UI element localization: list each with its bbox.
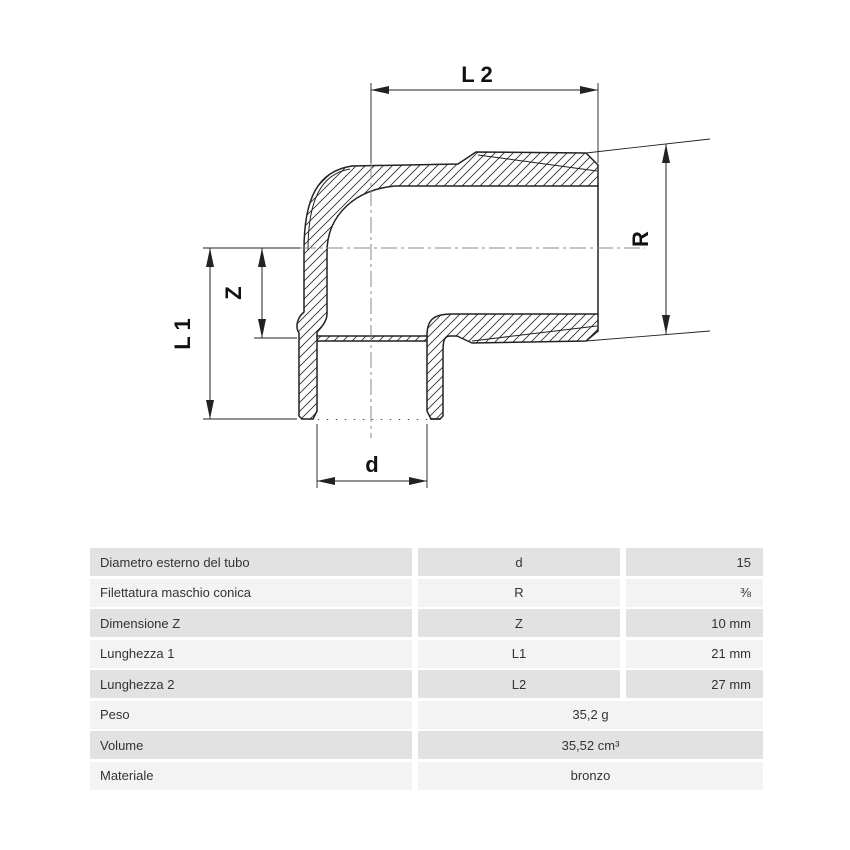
table-row xyxy=(90,640,763,668)
table-row xyxy=(90,731,763,759)
dimension-r xyxy=(586,139,710,341)
spec-label: Filettatura maschio conica xyxy=(90,579,412,607)
dimension-label-d: d xyxy=(365,452,379,477)
spec-value: ⅜ xyxy=(626,579,763,607)
spec-label: Lunghezza 2 xyxy=(90,670,412,698)
dimension-label-l2: L 2 xyxy=(461,62,493,87)
spec-value: 35,52 cm³ xyxy=(418,731,763,759)
dimension-l1 xyxy=(170,248,297,419)
spec-value: bronzo xyxy=(418,762,763,790)
table-row xyxy=(90,609,763,637)
spec-label: Diametro esterno del tubo xyxy=(90,548,412,576)
table-row xyxy=(90,548,763,576)
table-row xyxy=(90,701,763,729)
dimension-label-r: R xyxy=(628,231,653,247)
spec-label: Peso xyxy=(90,701,412,729)
spec-symbol: L1 xyxy=(418,640,620,668)
spec-value: 15 xyxy=(626,548,763,576)
table-row xyxy=(90,579,763,607)
table-row xyxy=(90,670,763,698)
dimension-l2 xyxy=(371,62,598,163)
dimension-d xyxy=(317,424,427,488)
body-outer-bottom xyxy=(431,331,598,419)
dimension-z xyxy=(203,248,300,338)
spec-label: Volume xyxy=(90,731,412,759)
spec-label: Materiale xyxy=(90,762,412,790)
spec-value: 35,2 g xyxy=(418,701,763,729)
spec-symbol: Z xyxy=(418,609,620,637)
spec-symbol: d xyxy=(418,548,620,576)
centerlines xyxy=(300,163,645,438)
fitting-body xyxy=(297,152,598,420)
spec-symbol: L2 xyxy=(418,670,620,698)
spec-value: 27 mm xyxy=(626,670,763,698)
dimension-label-l1: L 1 xyxy=(170,318,195,350)
dimension-label-z: Z xyxy=(221,286,246,300)
spec-value: 10 mm xyxy=(626,609,763,637)
spec-symbol: R xyxy=(418,579,620,607)
spec-label: Dimensione Z xyxy=(90,609,412,637)
spec-value: 21 mm xyxy=(626,640,763,668)
spec-table xyxy=(90,548,763,792)
table-row xyxy=(90,762,763,790)
spec-label: Lunghezza 1 xyxy=(90,640,412,668)
